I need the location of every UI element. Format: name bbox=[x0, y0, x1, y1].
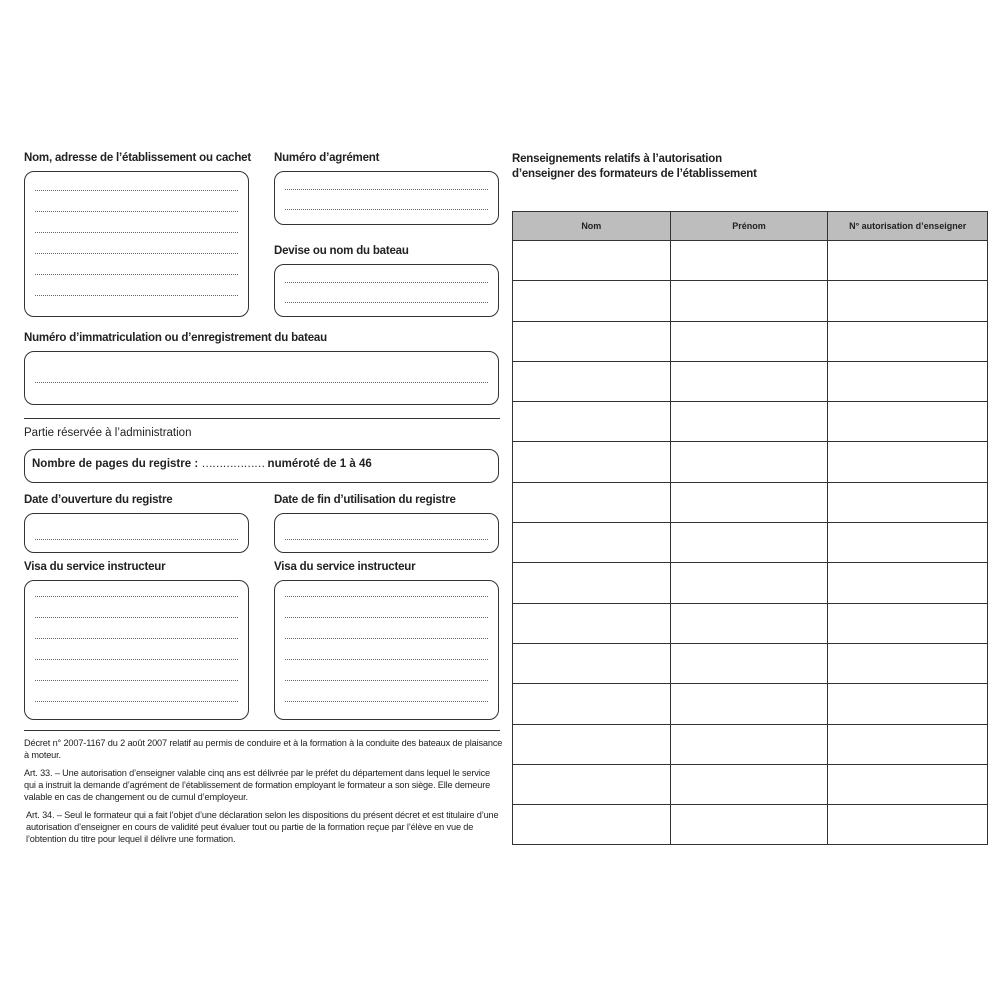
table-cell[interactable] bbox=[828, 603, 988, 643]
table-cell[interactable] bbox=[828, 643, 988, 683]
table-cell[interactable] bbox=[513, 563, 671, 603]
table-cell[interactable] bbox=[828, 563, 988, 603]
boat-name-label: Devise ou nom du bateau bbox=[274, 245, 409, 257]
dotted-line bbox=[285, 638, 488, 639]
table-row bbox=[513, 402, 988, 442]
dotted-line bbox=[35, 253, 238, 254]
dotted-line bbox=[285, 659, 488, 660]
table-row bbox=[513, 281, 988, 321]
table-cell[interactable] bbox=[513, 643, 671, 683]
dotted-line bbox=[35, 232, 238, 233]
dotted-line bbox=[35, 617, 238, 618]
table-row bbox=[513, 684, 988, 724]
dotted-line bbox=[35, 190, 238, 191]
decree-text: Décret n° 2007-1167 du 2 août 2007 relatif au permis de conduire et à la formation à la conduite des bateaux de plaisance à moteur. bbox=[24, 738, 503, 760]
table-cell[interactable] bbox=[670, 643, 828, 683]
dotted-line bbox=[285, 282, 488, 283]
table-cell[interactable] bbox=[828, 805, 988, 845]
table-cell[interactable] bbox=[670, 482, 828, 522]
dotted-line bbox=[285, 596, 488, 597]
trainers-table bbox=[512, 211, 988, 845]
table-cell[interactable] bbox=[670, 805, 828, 845]
dotted-line bbox=[35, 382, 488, 383]
dotted-line bbox=[35, 638, 238, 639]
column-header-prenom: Prénom bbox=[670, 212, 828, 241]
dotted-line bbox=[285, 209, 488, 210]
dotted-line bbox=[285, 539, 488, 540]
page-count-prefix: Nombre de pages du registre : bbox=[32, 458, 202, 470]
table-row bbox=[513, 442, 988, 482]
table-cell[interactable] bbox=[828, 523, 988, 563]
table-cell[interactable] bbox=[670, 764, 828, 804]
dotted-line bbox=[285, 617, 488, 618]
table-row bbox=[513, 805, 988, 845]
table-cell[interactable] bbox=[828, 361, 988, 401]
table-cell[interactable] bbox=[828, 482, 988, 522]
visa-label-right: Visa du service instructeur bbox=[274, 561, 416, 573]
table-cell[interactable] bbox=[670, 321, 828, 361]
dotted-line bbox=[35, 274, 238, 275]
trainers-title-line2: d’enseigner des formateurs de l’établissement bbox=[512, 168, 757, 180]
table-cell[interactable] bbox=[513, 482, 671, 522]
table-cell[interactable] bbox=[670, 402, 828, 442]
dotted-line bbox=[285, 680, 488, 681]
table-row bbox=[513, 321, 988, 361]
table-cell[interactable] bbox=[513, 523, 671, 563]
table-cell[interactable] bbox=[828, 684, 988, 724]
boat-name-field[interactable] bbox=[274, 264, 499, 317]
table-cell[interactable] bbox=[513, 442, 671, 482]
opening-date-label: Date d’ouverture du registre bbox=[24, 494, 173, 506]
trainers-title-line1: Renseignements relatifs à l’autorisation bbox=[512, 153, 722, 165]
page-count-blank: ……………… bbox=[201, 458, 265, 470]
table-cell[interactable] bbox=[513, 724, 671, 764]
end-date-field[interactable] bbox=[274, 513, 499, 553]
legal-divider bbox=[24, 730, 500, 731]
table-row bbox=[513, 603, 988, 643]
table-row bbox=[513, 523, 988, 563]
table-cell[interactable] bbox=[828, 764, 988, 804]
page-count-text bbox=[32, 458, 372, 470]
table-cell[interactable] bbox=[670, 523, 828, 563]
admin-section-label: Partie réservée à l’administration bbox=[24, 427, 192, 439]
table-row bbox=[513, 724, 988, 764]
section-divider bbox=[24, 418, 500, 419]
dotted-line bbox=[285, 302, 488, 303]
table-cell[interactable] bbox=[670, 281, 828, 321]
table-row bbox=[513, 643, 988, 683]
table-header-row bbox=[513, 212, 988, 241]
table-row bbox=[513, 563, 988, 603]
table-row bbox=[513, 764, 988, 804]
dotted-line bbox=[35, 539, 238, 540]
opening-date-field[interactable] bbox=[24, 513, 249, 553]
table-cell[interactable] bbox=[513, 281, 671, 321]
table-cell[interactable] bbox=[828, 402, 988, 442]
table-cell[interactable] bbox=[828, 241, 988, 281]
table-cell[interactable] bbox=[828, 281, 988, 321]
registration-field[interactable] bbox=[24, 351, 499, 405]
registration-label: Numéro d’immatriculation ou d’enregistrement du bateau bbox=[24, 332, 327, 344]
table-cell[interactable] bbox=[670, 241, 828, 281]
table-cell[interactable] bbox=[670, 684, 828, 724]
article-34-text: Art. 34. – Seul le formateur qui a fait l’objet d’une déclaration selon les dispositions du présent décret et est titulaire d’une autorisation d’enseigner en cours de validité peut évaluer tout ou partie de la formation reçue par l’élève en vue de l’obtention du titre pour lequel il délivre une formation. bbox=[26, 810, 499, 844]
table-cell[interactable] bbox=[513, 684, 671, 724]
table-cell[interactable] bbox=[513, 241, 671, 281]
table-cell[interactable] bbox=[670, 563, 828, 603]
visa-field-left[interactable] bbox=[24, 580, 249, 720]
table-row bbox=[513, 361, 988, 401]
article-33-text: Art. 33. – Une autorisation d’enseigner valable cinq ans est délivrée par le préfet du département dans lequel le service qui a instruit la demande d’agrément de l’établissement de formation employant le formateur a son siège. Elle demeure valable en cas de changement ou de cumul d’employeur. bbox=[24, 768, 491, 802]
establishment-label: Nom, adresse de l’établissement ou cachet bbox=[24, 152, 251, 164]
table-row bbox=[513, 482, 988, 522]
dotted-line bbox=[35, 680, 238, 681]
table-cell[interactable] bbox=[513, 402, 671, 442]
table-cell[interactable] bbox=[513, 361, 671, 401]
table-cell[interactable] bbox=[513, 603, 671, 643]
page-count-suffix: numéroté de 1 à 46 bbox=[264, 458, 372, 470]
end-date-label: Date de fin d’utilisation du registre bbox=[274, 494, 456, 506]
column-header-authorization: N° autorisation d’enseigner bbox=[828, 212, 988, 241]
table-cell[interactable] bbox=[828, 442, 988, 482]
table-cell[interactable] bbox=[828, 321, 988, 361]
table-cell[interactable] bbox=[513, 764, 671, 804]
dotted-line bbox=[35, 211, 238, 212]
dotted-line bbox=[35, 596, 238, 597]
approval-number-field[interactable] bbox=[274, 171, 499, 225]
table-cell[interactable] bbox=[828, 724, 988, 764]
table-row bbox=[513, 241, 988, 281]
table-cell[interactable] bbox=[670, 442, 828, 482]
dotted-line bbox=[285, 189, 488, 190]
visa-label-left: Visa du service instructeur bbox=[24, 561, 166, 573]
dotted-line bbox=[35, 659, 238, 660]
approval-number-label: Numéro d’agrément bbox=[274, 152, 380, 164]
page-count-box[interactable] bbox=[24, 449, 499, 483]
table-cell[interactable] bbox=[670, 724, 828, 764]
visa-field-right[interactable] bbox=[274, 580, 499, 720]
column-header-nom: Nom bbox=[513, 212, 671, 241]
table-cell[interactable] bbox=[670, 603, 828, 643]
dotted-line bbox=[285, 701, 488, 702]
dotted-line bbox=[35, 295, 238, 296]
table-cell[interactable] bbox=[513, 321, 671, 361]
table-cell[interactable] bbox=[513, 805, 671, 845]
table-cell[interactable] bbox=[670, 361, 828, 401]
dotted-line bbox=[35, 701, 238, 702]
establishment-field[interactable] bbox=[24, 171, 249, 317]
